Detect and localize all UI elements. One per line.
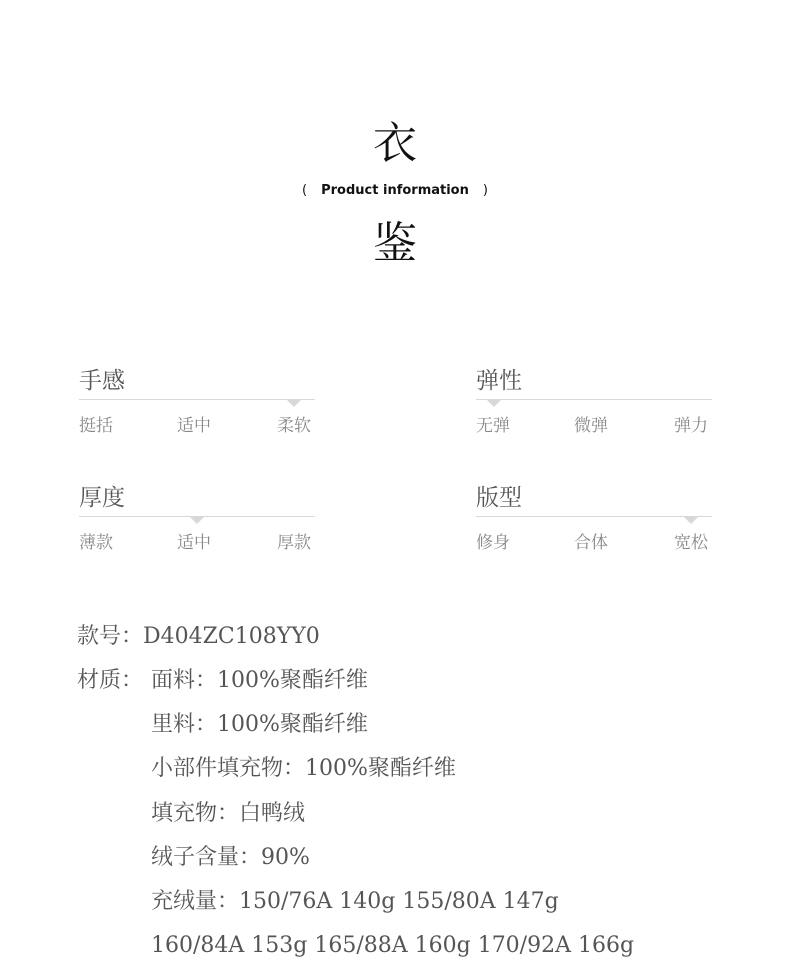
attribute-option: 柔软 xyxy=(277,416,311,436)
selected-marker-icon xyxy=(487,400,501,407)
material-line: 小部件填充物：100%聚酯纤维 xyxy=(151,756,456,781)
attribute-scale-line xyxy=(476,399,712,400)
material-line: 面料：100%聚酯纤维 xyxy=(151,668,368,693)
attribute-elasticity xyxy=(476,362,712,442)
header-char-top: 衣 xyxy=(373,118,417,169)
subtitle-text: Product information xyxy=(321,183,469,198)
style-number-value: D404ZC108YY0 xyxy=(143,624,320,649)
attribute-option: 宽松 xyxy=(674,533,708,553)
attribute-option: 挺括 xyxy=(79,416,113,436)
material-line: 里料：100%聚酯纤维 xyxy=(151,712,368,737)
selected-marker-icon xyxy=(287,400,301,407)
attribute-option: 厚款 xyxy=(277,533,311,553)
attribute-title: 版型 xyxy=(476,485,522,511)
material-line: 绒子含量：90% xyxy=(151,845,310,870)
attribute-title: 弹性 xyxy=(476,368,522,394)
selected-marker-icon xyxy=(190,517,204,524)
subtitle-close-paren: ) xyxy=(482,183,488,198)
material-label: 材质： xyxy=(77,668,144,693)
style-number-label: 款号： xyxy=(77,624,144,649)
material-line: 160/84A 153g 165/88A 160g 170/92A 166g xyxy=(151,933,635,958)
attribute-hand-feel xyxy=(79,362,315,442)
attribute-scale-line xyxy=(79,399,315,400)
style-number-row xyxy=(77,626,320,648)
header-char-bottom: 鉴 xyxy=(373,218,417,269)
attribute-fit xyxy=(476,479,712,559)
selected-marker-icon xyxy=(684,517,698,524)
attribute-option: 无弹 xyxy=(476,416,510,436)
attribute-title: 厚度 xyxy=(79,485,125,511)
material-line: 填充物：白鸭绒 xyxy=(151,801,306,826)
attribute-option: 微弹 xyxy=(574,416,608,436)
attribute-thickness xyxy=(79,479,315,559)
attribute-option: 弹力 xyxy=(674,416,708,436)
attribute-option: 薄款 xyxy=(79,533,113,553)
attribute-option: 适中 xyxy=(177,416,211,436)
header-subtitle xyxy=(0,183,790,198)
material-line: 充绒量：150/76A 140g 155/80A 147g xyxy=(151,889,559,914)
attribute-title: 手感 xyxy=(79,368,125,394)
attribute-option: 适中 xyxy=(177,533,211,553)
subtitle-open-paren: ( xyxy=(302,183,308,198)
attribute-option: 合体 xyxy=(574,533,608,553)
attribute-option: 修身 xyxy=(476,533,510,553)
attribute-scale-line xyxy=(476,516,712,517)
